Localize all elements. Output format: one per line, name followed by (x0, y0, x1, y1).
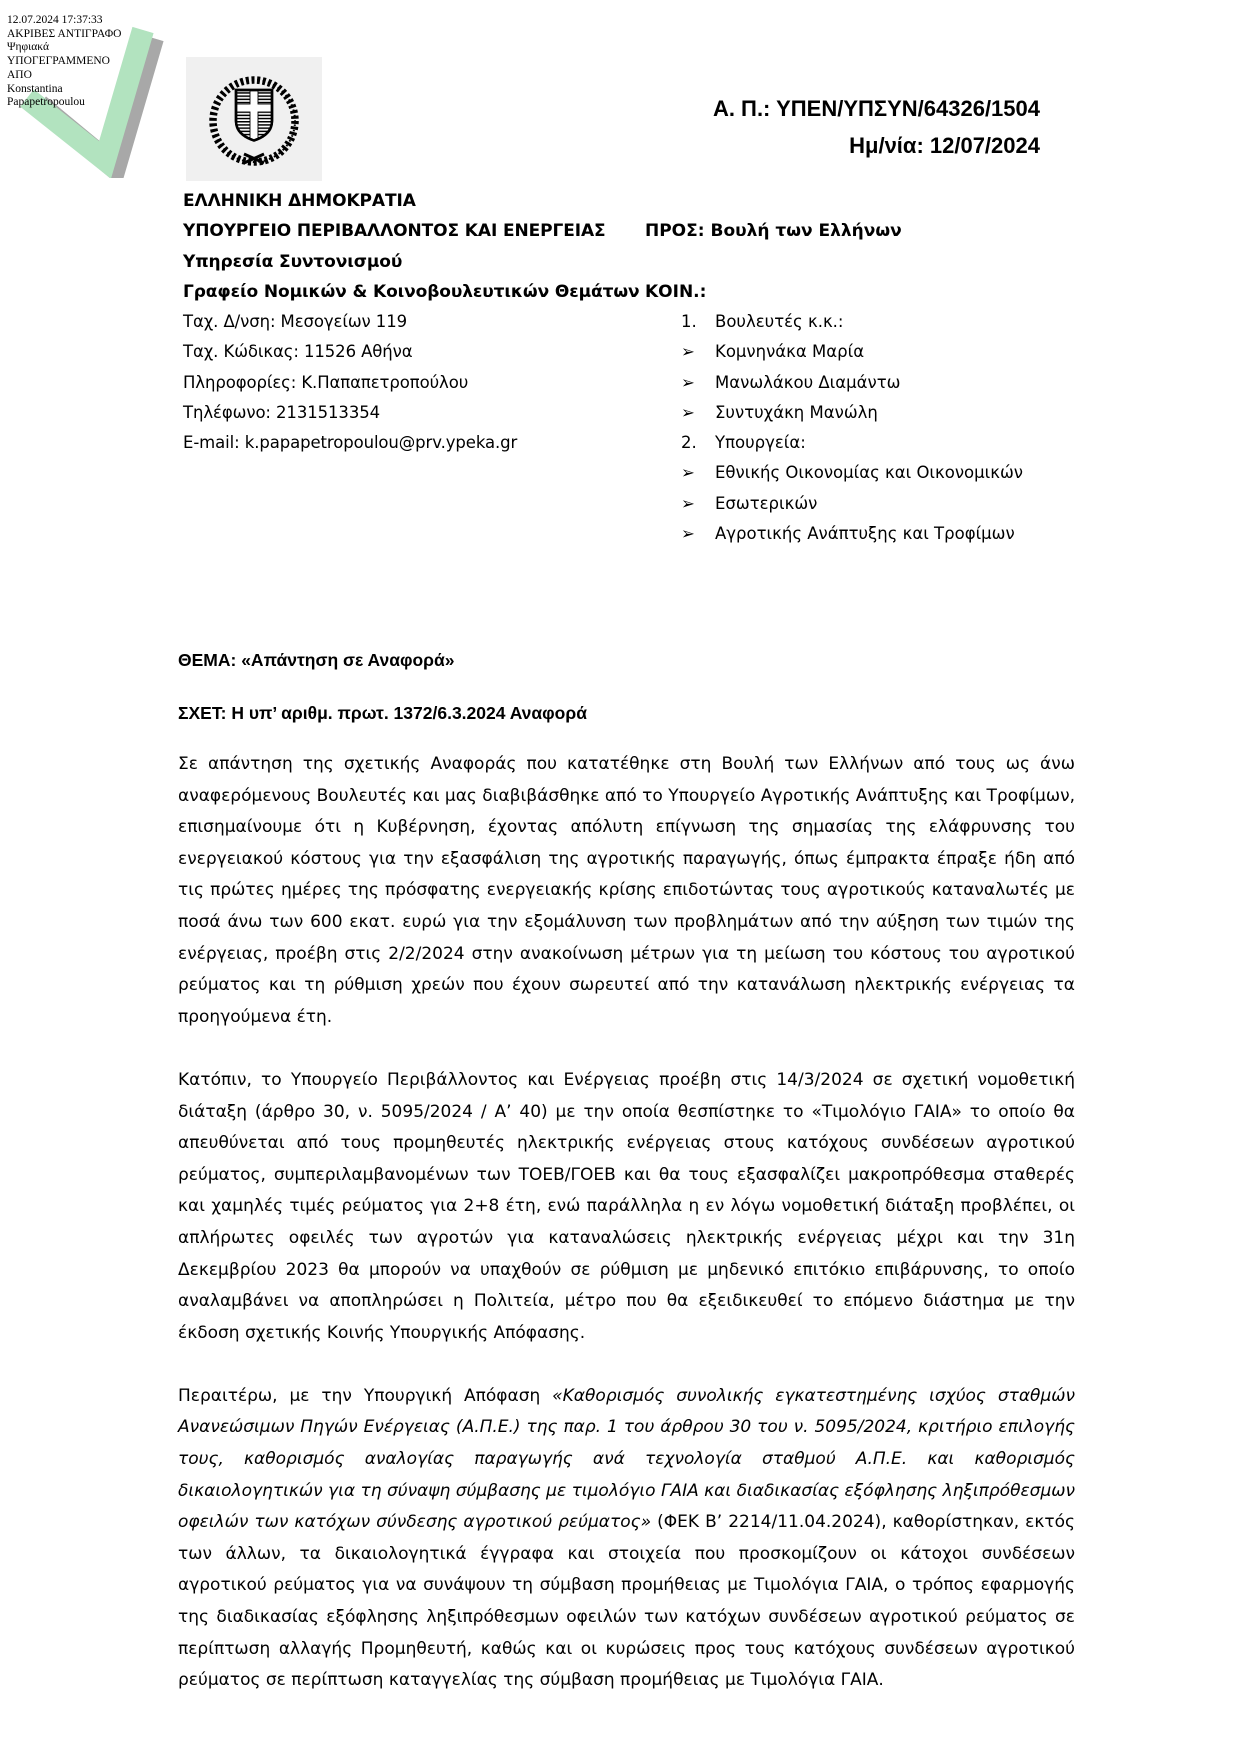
cc-number-marker: 2. (681, 433, 697, 453)
cc-item (681, 368, 1023, 398)
arrow-bullet-icon: ➢ (681, 402, 695, 422)
subject-value: «Απάντηση σε Αναφορά» (241, 650, 455, 670)
cc-text: Κομνηνάκα Μαρία (715, 342, 865, 362)
cc-item (681, 398, 1023, 428)
arrow-bullet-icon: ➢ (681, 342, 695, 362)
stamp-line: Papapetropoulou (7, 96, 85, 109)
coat-of-arms-icon (186, 57, 322, 181)
cc-text: Βουλευτές κ.κ.: (715, 312, 844, 331)
paragraph-3-intro: Περαιτέρω, με την Υπουργική Απόφαση (178, 1385, 553, 1406)
org-line: Γραφείο Νομικών & Κοινοβουλευτικών Θεμάτων (183, 281, 640, 302)
body-paragraph-1: Σε απάντηση της σχετικής Αναφοράς που κατατέθηκε στη Βουλή των Ελλήνων από τους ως άνω αναφερόμενους Βουλευτές και μας διαβιβάσθηκε από το Υπουργείο Αγροτικής Ανάπτυξης και Τροφίμων, επισημαίνουμε ότι η Κυβέρνηση, έχοντας απόλυτη επίγνωση της σημασίας της ελάφρυνσης του ενεργειακού κόστους για την εξασφάλιση της αγροτικής παραγωγής, όπως έμπρακτα έπραξε ήδη από τις πρώτες ημέρες της πρόσφατης ενεργειακής κρίσης επιδοτώντας τους αγροτικούς καταναλωτές με ποσά άνω των 600 εκατ. ευρώ για την εξομάλυνση των προβλημάτων από την αύξηση των τιμών της ενέργειας, προέβη στις 2/2/2024 στην ανακοίνωση μέτρων για τη μείωση του κόστους του αγροτικού ρεύματος και τη ρύθμιση χρεών που έχουν σωρευτεί από την κατανάλωση ηλεκτρικής ενέργειας τα προηγούμενα έτη. (178, 754, 1075, 1027)
reference-line (178, 703, 587, 724)
body-paragraph-2: Κατόπιν, το Υπουργείο Περιβάλλοντος και Ενέργειας προέβη στις 14/3/2024 σε σχετική νομοθετική διάταξη (άρθρο 30, ν. 5095/2024 / Α’ 40) με την οποία θεσπίστηκε το «Τιμολόγιο ΓΑΙΑ» το οποίο θα απευθύνεται από τους προμηθευτές ηλεκτρικής ενέργειας στους κατόχους συνδέσεων αγροτικού ρεύματος, συμπεριλαμβανομένων των ΤΟΕΒ/ΓΟΕΒ και θα τους εξασφαλίζει μακροπρόθεσμα σταθερές και χαμηλές τιμές ρεύματος για 2+8 έτη, ενώ παράλληλα η εν λόγω νομοθετική διάταξη προβλέπει, οι απλήρωτες οφειλές των αγροτών για καταναλώσεις ηλεκτρικής ενέργειας μέχρι και την 31η Δεκεμβρίου 2023 θα μπορούν να υπαχθούν σε ρύθμιση με μηδενικό επιτόκιο επιβάρυνσης, το οποίο αναλαμβάνει να αποπληρώσει η Πολιτεία, μέτρο που θα εξειδικευθεί το επόμενο διάστημα με την έκδοση σχετικής Κοινής Υπουργικής Απόφασης. (178, 1069, 1075, 1343)
cc-text: Εσωτερικών (715, 493, 818, 513)
contact-line-phone: Τηλέφωνο: 2131513354 (183, 403, 381, 423)
arrow-bullet-icon: ➢ (681, 493, 695, 513)
cc-item (681, 458, 1023, 488)
digital-signature-stamp (5, 10, 195, 178)
cc-item (681, 428, 1023, 458)
body-paragraph-3 (178, 1381, 1075, 1697)
reference-label: ΣΧΕΤ: (178, 703, 227, 723)
cc-list (681, 307, 1023, 549)
cc-text: Αγροτικής Ανάπτυξης και Τροφίμων (715, 524, 1015, 544)
org-line: ΕΛΛΗΝΙΚΗ ΔΗΜΟΚΡΑΤΙΑ (183, 191, 416, 211)
stamp-line: Konstantina (7, 82, 63, 95)
stamp-text (5, 10, 195, 110)
cc-item (681, 489, 1023, 519)
contact-line-info: Πληροφορίες: Κ.Παπαπετροπούλου (183, 372, 469, 392)
cc-text: Εθνικής Οικονομίας και Οικονομικών (715, 463, 1023, 483)
subject-line (178, 650, 455, 671)
cc-number-marker: 1. (681, 312, 697, 331)
sender-header (183, 186, 640, 459)
paragraph-3-rest: (ΦΕΚ Β’ 2214/11.04.2024), καθορίστηκαν, εκτός των άλλων, τα δικαιολογητικά έγγραφα και στοιχεία που προσκομίζουν οι κάτοχοι συνδέσεων αγροτικού ρεύματος για να συνάψουν τη σύμβαση προμήθειας με Τιμολόγια ΓΑΙΑ, ο τρόπος εφαρμογής της διαδικασίας εξόφλησης ληξιπρόθεσμων οφειλών των κατόχων συνδέσεων αγροτικού ρεύματος σε περίπτωση αλλαγής Προμηθευτή, καθώς και οι κυρώσεις προς τους κατόχους συνδέσεων αγροτικού ρεύματος σε περίπτωση καταγγελίας της σύμβαση προμήθειας με Τιμολόγια ΓΑΙΑ. (178, 1512, 1076, 1691)
stamp-line: ΑΚΡΙΒΕΣ ΑΝΤΙΓΡΑΦΟ (7, 27, 122, 40)
letter-body (178, 749, 1075, 1728)
stamp-line: 12.07.2024 17:37:33 (7, 14, 103, 26)
stamp-line: Ψηφιακά (7, 41, 49, 54)
to-label: ΠΡΟΣ: (645, 221, 705, 241)
contact-line-email: E-mail: k.papapetropoulou@prv.ypeka.gr (183, 433, 518, 453)
arrow-bullet-icon: ➢ (681, 524, 695, 544)
protocol-block (713, 90, 1040, 164)
arrow-bullet-icon: ➢ (681, 372, 695, 392)
cc-text: Συντυχάκη Μανώλη (715, 402, 878, 422)
contact-line-address: Ταχ. Δ/νση: Μεσογείων 119 (183, 312, 408, 332)
org-line: Υπηρεσία Συντονισμού (183, 251, 403, 272)
cc-item (681, 337, 1023, 367)
document-date: Ημ/νία: 12/07/2024 (849, 133, 1040, 158)
cc-item (681, 307, 1023, 337)
to-value: Βουλή των Ελλήνων (710, 221, 902, 241)
cc-text: Υπουργεία: (715, 433, 806, 453)
arrow-bullet-icon: ➢ (681, 463, 695, 483)
stamp-line: ΥΠΟΓΕΓΡΑΜΜΕΝΟ (7, 55, 110, 68)
cc-item (681, 519, 1023, 549)
reference-value: Η υπ’ αριθμ. πρωτ. 1372/6.3.2024 Αναφορά (231, 703, 587, 723)
protocol-number: Α. Π.: ΥΠΕΝ/ΥΠΣΥΝ/64326/1504 (712, 96, 1040, 121)
paragraph-3-decision-title: «Καθορισμός συνολικής εγκατεστημένης ισχύος σταθμών Ανανεώσιμων Πηγών Ενέργειας (Α.Π.Ε.) της παρ. 1 του άρθρου 30 του ν. 5095/2024, κριτήριο επιλογής τους, καθορισμός αναλογίας παραγωγής ανά τεχνολογία σταθμού Α.Π.Ε. και καθορισμός δικαιολογητικών για τη σύναψη σύμβασης με τιμολόγιο ΓΑΙΑ και διαδικασίας εξόφλησης ληξιπρόθεσμων οφειλών των κατόχων σύνδεσης αγροτικού ρεύματος» (178, 1385, 1075, 1533)
stamp-line: ΑΠΟ (7, 68, 32, 81)
to-line (645, 216, 902, 246)
contact-line-postcode: Ταχ. Κώδικας: 11526 Αθήνα (183, 342, 413, 362)
cc-text: Μανωλάκου Διαμάντω (715, 372, 901, 392)
cc-label: ΚΟΙΝ.: (645, 282, 707, 302)
subject-label: ΘΕΜΑ: (178, 650, 237, 670)
org-line: ΥΠΟΥΡΓΕΙΟ ΠΕΡΙΒΑΛΛΟΝΤΟΣ ΚΑΙ ΕΝΕΡΓΕΙΑΣ (183, 221, 606, 242)
